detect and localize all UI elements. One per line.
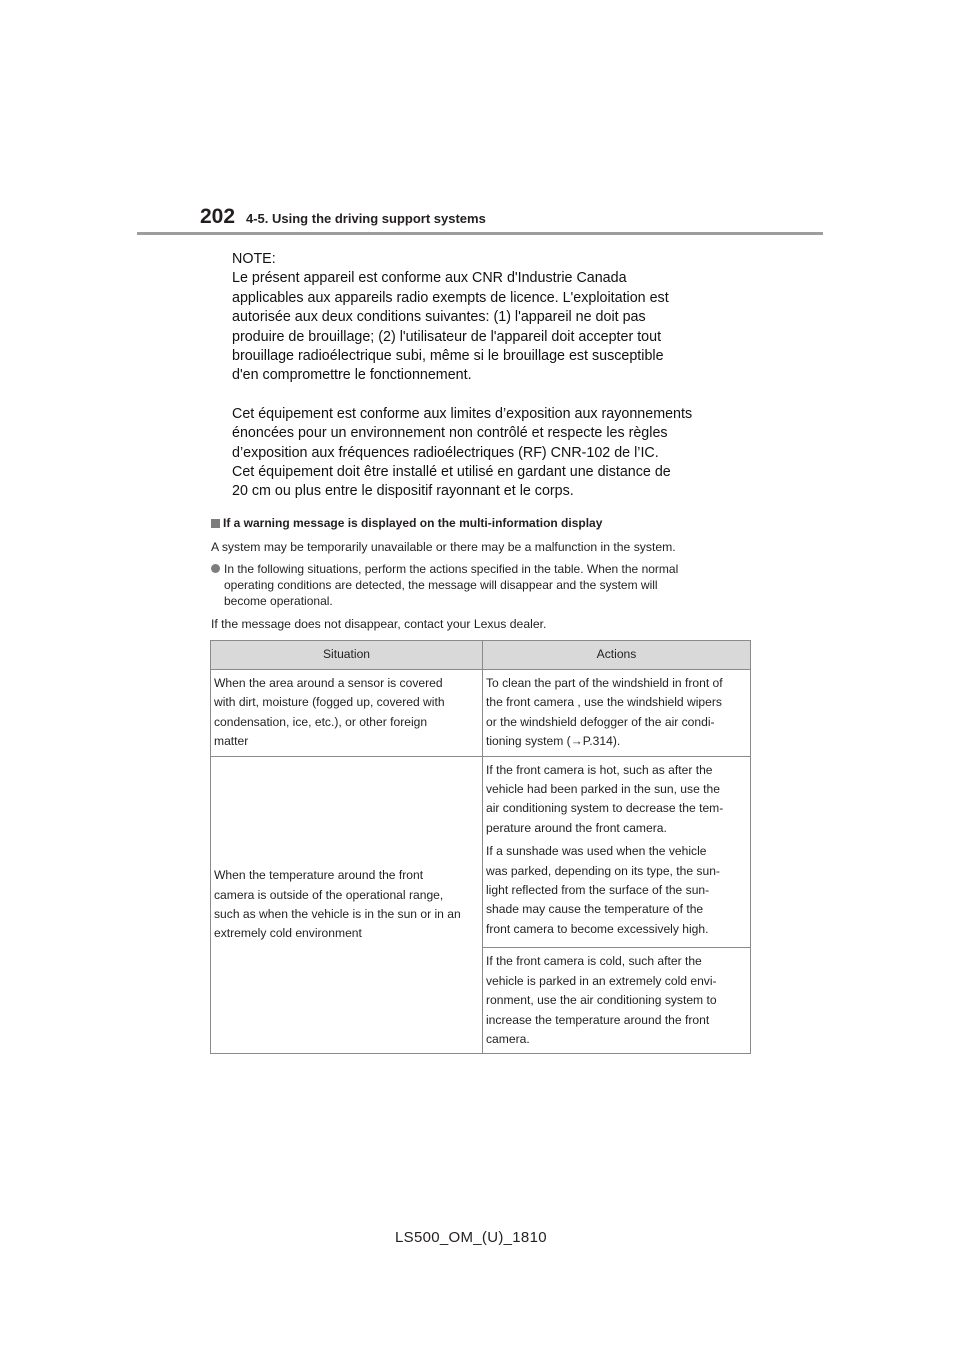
table-header-row <box>211 641 751 670</box>
cell-line: light reflected from the surface of the sun- <box>486 883 710 898</box>
action-paragraph <box>486 761 747 843</box>
cell-line: vehicle had been parked in the sun, use the <box>486 782 720 797</box>
circle-bullet-icon <box>211 564 220 573</box>
cell-line: condensation, ice, etc.), or other foreign <box>214 714 428 729</box>
notice-line: applicables aux appareils radio exempts de licence. L'exploitation est <box>232 289 669 306</box>
bullet-item <box>211 561 741 609</box>
action-cell <box>483 670 751 757</box>
notice-line: Cet équipement est conforme aux limites d’exposition aux rayonnements <box>232 405 693 422</box>
action-paragraph <box>486 842 747 943</box>
notice-spacer <box>232 386 752 405</box>
footer-code: LS500_OM_(U)_1810 <box>395 1229 547 1246</box>
cell-line: ronment, use the air conditioning system to <box>486 993 717 1008</box>
situation-actions-table <box>210 640 751 1054</box>
situation-cell <box>211 756 483 1054</box>
notice-line: énoncées pour un environnement non contrôlé et respecte les règles <box>232 425 668 442</box>
cell-line: If the front camera is cold, such after the <box>486 954 702 969</box>
action-cell <box>483 756 751 948</box>
cell-line: tioning system (→P.314). <box>486 734 621 749</box>
cell-line: increase the temperature around the front <box>486 1012 710 1027</box>
cell-line: air conditioning system to decrease the tem- <box>486 801 724 816</box>
column-header-situation: Situation <box>211 641 483 670</box>
bullet-line: become operational. <box>224 594 333 608</box>
cell-line: When the area around a sensor is covered <box>214 676 443 690</box>
notice-line: NOTE: <box>232 251 276 267</box>
section-title: 4-5. Using the driving support systems <box>246 211 486 226</box>
square-bullet-icon <box>211 519 220 528</box>
cell-line: camera is outside of the operational range, <box>214 887 444 902</box>
cell-line: extremely cold environment <box>214 926 362 941</box>
notice-line: autorisée aux deux conditions suivantes: (1) l'appareil ne doit pas <box>232 309 646 326</box>
cell-line: such as when the vehicle is in the sun or in an <box>214 906 461 921</box>
column-header-actions: Actions <box>483 641 751 670</box>
page-number: 202 <box>200 205 236 228</box>
action-cell <box>483 948 751 1054</box>
situation-cell <box>211 670 483 757</box>
cell-line: shade may cause the temperature of the <box>486 902 704 917</box>
warning-heading <box>211 516 602 530</box>
table-row <box>211 670 751 757</box>
notice-line: Cet équipement doit être installé et utilisé en gardant une distance de <box>232 464 671 481</box>
bullet-line: operating conditions are detected, the message will disappear and the system will <box>224 578 658 592</box>
cell-line: with dirt, moisture (fogged up, covered with <box>214 695 445 710</box>
cell-line: If a sunshade was used when the vehicle <box>486 844 707 859</box>
cell-line: camera. <box>486 1031 530 1046</box>
cell-line: or the windshield defogger of the air condi- <box>486 714 715 729</box>
cell-line: matter <box>214 734 249 749</box>
bullet-line: In the following situations, perform the actions specified in the table. When the normal <box>224 562 679 576</box>
cell-line: When the temperature around the front <box>214 868 424 883</box>
notice-line: brouillage radioélectrique subi, même si le brouillage est susceptible <box>232 348 664 365</box>
cell-line: was parked, depending on its type, the sun- <box>486 863 720 878</box>
cell-line: vehicle is parked in an extremely cold envi- <box>486 973 717 988</box>
notice-line: produire de brouillage; (2) l'utilisateur de l'appareil doit accepter tout <box>232 328 662 345</box>
cell-line: perature around the front camera. <box>486 820 667 835</box>
cell-line: If the front camera is hot, such as after the <box>486 762 713 777</box>
table-row <box>211 756 751 948</box>
warning-intro: A system may be temporarily unavailable or there may be a malfunction in the system. <box>211 540 676 554</box>
closing-note: If the message does not disappear, contact your Lexus dealer. <box>211 617 547 631</box>
notice-line: Le présent appareil est conforme aux CNR d'Industrie Canada <box>232 270 627 287</box>
notice-line: d'en compromettre le fonctionnement. <box>232 367 472 384</box>
notice-line: 20 cm ou plus entre le dispositif rayonnant et le corps. <box>232 483 574 500</box>
notice-line: d’exposition aux fréquences radioélectriques (RF) CNR-102 de l’IC. <box>232 444 659 461</box>
cell-line: front camera to become excessively high. <box>486 921 709 936</box>
canada-compliance-notice <box>232 250 752 502</box>
page-header <box>200 205 820 235</box>
header-divider <box>137 232 823 235</box>
cell-line: the front camera , use the windshield wipers <box>486 695 722 710</box>
warning-heading-text: If a warning message is displayed on the multi-information display <box>223 516 603 530</box>
cell-line: To clean the part of the windshield in front of <box>486 676 723 690</box>
